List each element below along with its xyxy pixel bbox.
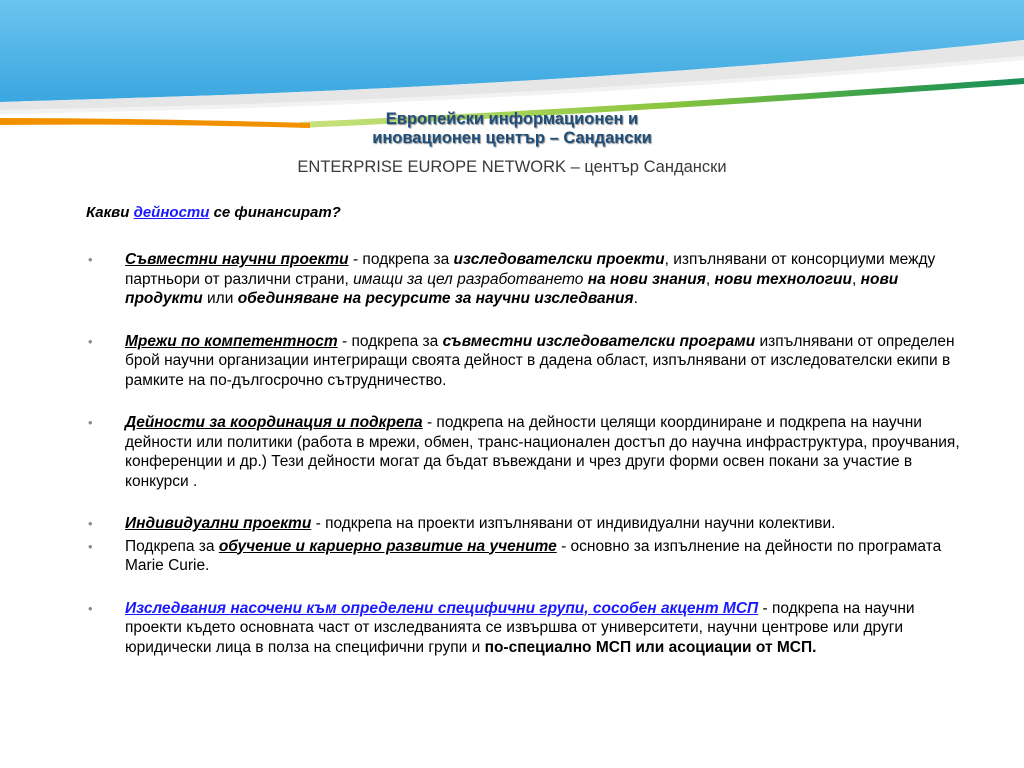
page-subtitle: ENTERPRISE EUROPE NETWORK – център Сандански: [297, 158, 727, 176]
bullet-icon: •: [88, 415, 93, 430]
item-text: или: [202, 290, 238, 307]
bullet-icon: •: [88, 600, 93, 616]
item-text-emphasis: на нови знания: [587, 270, 706, 288]
title-line-2: иновационен център – Сандански: [372, 129, 652, 147]
item-text: изпълнявани от определен брой научни организации интегриращи своята дейност в дадена област, изпълнявани от изследователски екипи в рамките на по-дългосрочно сътрудничество.: [125, 332, 955, 389]
question-link[interactable]: дейности: [133, 204, 210, 221]
item-text-emphasis: обединяване на ресурсите за научни изследвания: [237, 290, 634, 307]
item-text: - подкрепа за: [348, 251, 454, 268]
item-heading: Съвместни научни проекти: [125, 251, 349, 268]
item-text: .: [633, 290, 638, 307]
list-item: [88, 537, 968, 576]
page-title: [0, 110, 1024, 148]
item-text: - подкрепа на научни проекти където основната част от изследванията се извършва от университети, научни центрове или други юридически лица в полза на специфични групи и: [125, 599, 915, 656]
item-text-emphasis: съвместни изследователски програми: [442, 332, 756, 350]
item-text-bold: по-специално МСП или асоциации от МСП.: [484, 638, 817, 656]
bullet-icon: •: [88, 333, 93, 349]
list-item: [88, 332, 968, 391]
bullet-icon: •: [88, 252, 93, 267]
item-text: ,: [705, 270, 715, 288]
question-part-1: Какви: [86, 204, 134, 221]
funded-activities-list: [88, 250, 968, 657]
item-heading: Мрежи по компетентност: [125, 332, 338, 350]
list-item: [88, 250, 968, 309]
item-heading-link[interactable]: Изследвания насочени към определени специфични групи, сособен акцент МСП: [125, 599, 759, 617]
item-heading: Индивидуални проекти: [125, 515, 312, 532]
item-text: - подкрепа за: [337, 332, 443, 350]
list-item: [88, 514, 968, 534]
section-question: [86, 204, 341, 221]
item-heading: Дейности за координация и подкрепа: [125, 414, 423, 431]
bullet-icon: •: [88, 538, 93, 554]
question-part-2: се финансират?: [209, 204, 341, 221]
item-text: - подкрепа на проекти изпълнявани от индивидуални научни колективи.: [311, 515, 836, 532]
item-text: ,: [851, 270, 861, 288]
item-text: Подкрепа за: [125, 537, 219, 555]
bullet-icon: •: [88, 516, 93, 531]
item-text: , изпълнявани от консорциуми между партньори от различни страни,: [125, 251, 936, 288]
item-text-emphasis: изследователски проекти: [453, 251, 665, 268]
item-text-emphasis: нови продукти: [125, 270, 899, 307]
list-item: [88, 599, 968, 658]
item-text-emphasis: нови технологии: [714, 270, 852, 288]
title-line-1: Европейски информационен и: [385, 110, 639, 128]
item-text: - основно за изпълнение на дейности по програмата Marie Curie.: [125, 537, 942, 574]
item-text-italic: имащи за цел разработването: [353, 270, 584, 288]
item-text: - подкрепа на дейности целящи координиране и подкрепа на научни дейности или политики (работа в мрежи, обмен, транс-национален достъп до научна инфраструктура, проучвания, конференции и др.) Тези дейности могат да бъдат въвеждани и чрез други форми освен покани за участие в конкурси .: [125, 414, 960, 490]
list-item: [88, 413, 968, 491]
item-text-emphasis: обучение и кариерно развитие на учените: [218, 537, 557, 555]
